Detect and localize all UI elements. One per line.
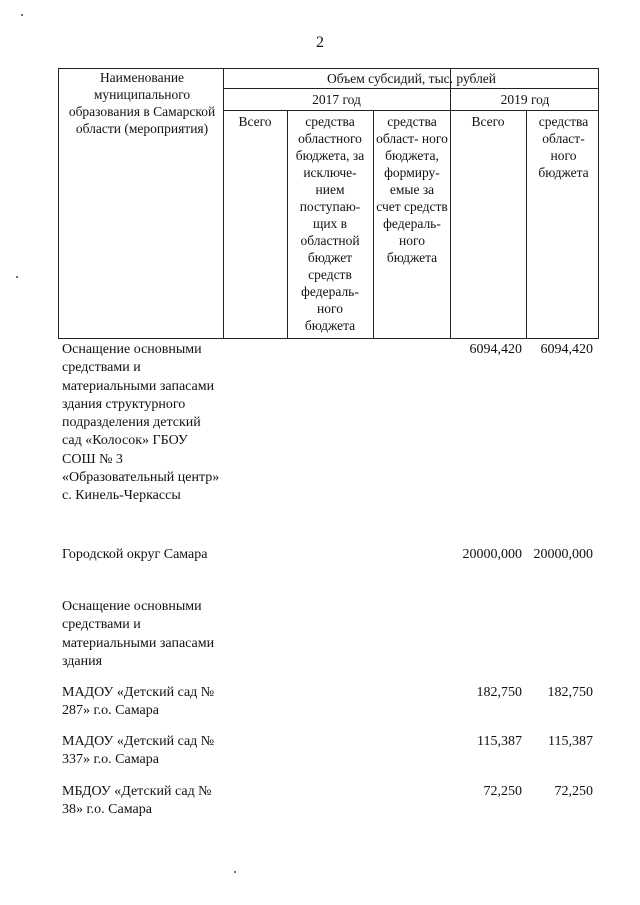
row-label: Оснащение основными средствами и материальными запасами здания [62, 599, 215, 669]
header-divider [223, 110, 598, 111]
header-year-2019: 2019 год [500, 92, 550, 107]
scan-speck [16, 276, 18, 278]
row-total-2019: 72,250 [483, 784, 522, 799]
row-total-2019: 182,750 [476, 685, 522, 700]
header-subsidy-title: Объем субсидий, тыс. рублей [326, 71, 497, 86]
row-label: Городской округ Самара [62, 547, 208, 562]
scan-speck [234, 871, 236, 873]
row-regional-2019: 72,250 [554, 784, 593, 799]
row-regional-2019: 6094,420 [540, 342, 593, 357]
header-municipality: Наименование муниципального образования в Самарской области (мероприятия) [68, 70, 216, 136]
row-label: МАДОУ «Детский сад № 337» г.о. Самара [62, 734, 215, 768]
row-total-2019: 20000,000 [462, 547, 522, 562]
row-regional-2019: 20000,000 [533, 547, 593, 562]
row-label: МБДОУ «Детский сад № 38» г.о. Самара [62, 784, 212, 818]
header-divider [450, 69, 451, 338]
header-regional-2019: средства област- ного бюджета [538, 114, 589, 180]
header-federal-2017: средства област- ного бюджета, формиру- емые за счет средств федераль- ного бюджета [376, 114, 448, 265]
row-label: МАДОУ «Детский сад № 287» г.о. Самара [62, 685, 215, 719]
page-number: 2 [316, 34, 324, 51]
row-total-2019: 6094,420 [469, 342, 522, 357]
row-label: Оснащение основными средствами и материальными запасами здания структурного подразделения детский сад «Колосок» ГБОУ СОШ № 3 «Образовательный центр» с. Кинель-Черкассы [62, 342, 220, 504]
row-regional-2019: 115,387 [548, 734, 593, 749]
header-year-2017: 2017 год [312, 92, 361, 107]
header-total-2019: Всего [471, 114, 505, 129]
scan-speck [21, 14, 23, 16]
header-regional-2017: средства областного бюджета, за исключе- нием поступаю- щих в областной бюджет средств федераль- ного бюджета [295, 114, 365, 333]
header-divider [526, 110, 527, 338]
header-divider [223, 88, 598, 89]
header-divider [287, 110, 288, 338]
row-regional-2019: 182,750 [547, 685, 593, 700]
header-total-2017: Всего [238, 114, 272, 129]
table-header [58, 68, 599, 339]
row-total-2019: 115,387 [477, 734, 522, 749]
header-divider [373, 110, 374, 338]
